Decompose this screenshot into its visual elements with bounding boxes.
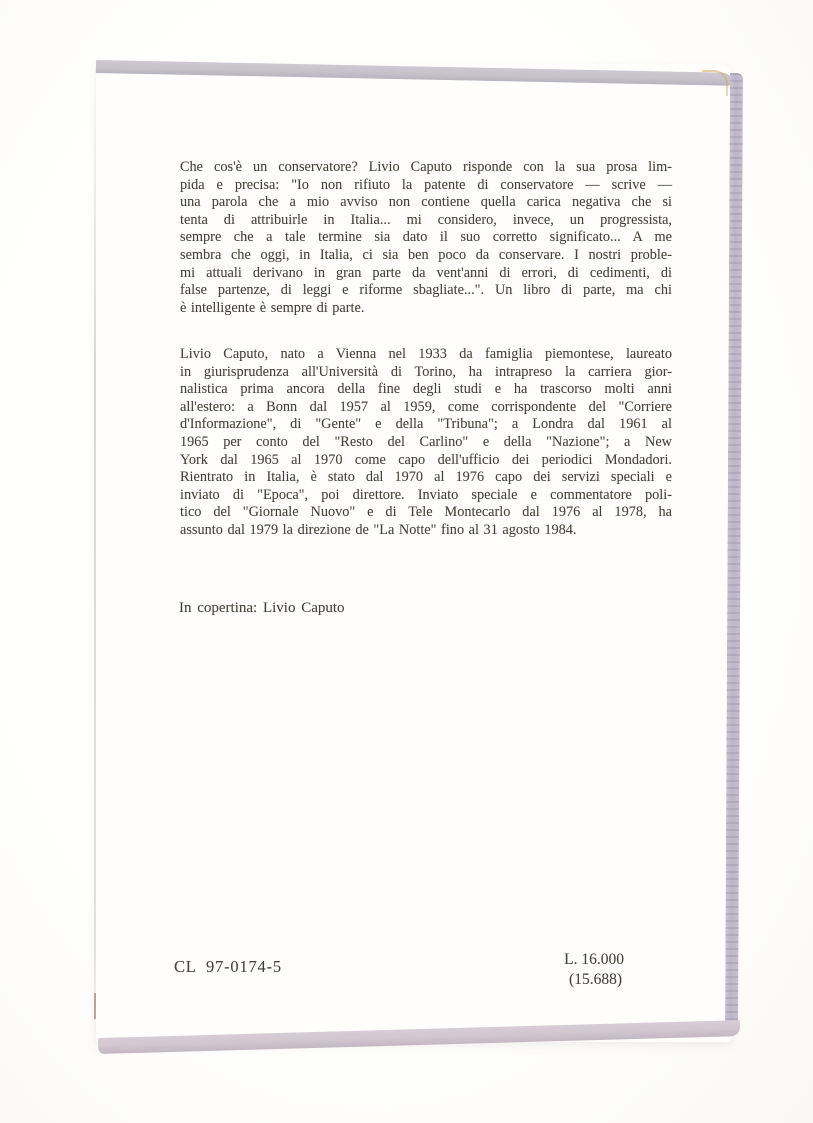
book-back-cover	[94, 58, 746, 1062]
cover-credit-line: In copertina: Livio Caputo	[179, 600, 345, 616]
text-line: Rientrato in Italia, è stato dal 1970 al 1976 capo dei servizi speciali e	[180, 469, 672, 486]
text-line: assunto dal 1979 la direzione de "La Notte" fino al 31 agosto 1984.	[180, 521, 577, 538]
text-line: mi attuali derivano in gran parte da vent'anni di errori, di cedimenti, di	[180, 264, 672, 281]
text-line: d'Informazione", di "Gente" e della "Tribuna"; a Londra dal 1961 al	[180, 416, 672, 433]
text-line: tenta di attribuirle in Italia... mi considero, invece, un progressista,	[180, 211, 672, 228]
cover-left-edge-mark	[94, 993, 96, 1019]
text-line: inviato di "Epoca", poi direttore. Inviato speciale e commentatore poli-	[180, 486, 672, 503]
catalog-code: CL 97-0174-5	[174, 957, 282, 976]
text-line: è intelligente è sempre di parte.	[180, 299, 365, 316]
text-line: nalistica prima ancora della fine degli studi e ha trascorso molti anni	[180, 381, 672, 398]
text-line: tico del "Giornale Nuovo" e di Tele Montecarlo dal 1976 al 1978, ha	[180, 504, 672, 521]
text-line: York dal 1965 al 1970 come capo dell'ufficio dei periodici Mondadori.	[180, 451, 672, 468]
text-line: 1965 per conto del "Resto del Carlino" e della "Nazione"; a New	[180, 433, 672, 450]
price-lire: L. 16.000	[564, 951, 624, 968]
text-line: una parola che a mio avviso non contiene quella carica negativa che si	[180, 194, 672, 211]
text-line: pida e precisa: "Io non rifiuto la patente di conservatore — scrive —	[180, 176, 672, 193]
text-line: sempre che a tale termine sia dato il suo corretto significato... A me	[180, 229, 672, 246]
text-line: false partenze, di leggi e riforme sbagliate...". Un libro di parte, ma chi	[180, 282, 672, 299]
blurb-paragraph	[180, 159, 672, 317]
text-line: all'estero: a Bonn dal 1957 al 1959, come corrispondente del "Corriere	[180, 398, 672, 415]
text-line: sembra che oggi, in Italia, ci sia ben poco da conservare. I nostri proble-	[180, 246, 672, 263]
text-line: in giurisprudenza all'Università di Torino, ha intrapreso la carriera gior-	[180, 363, 672, 380]
price-net: (15.688)	[569, 971, 622, 988]
cover-corner-highlight	[702, 70, 728, 96]
text-line: Che cos'è un conservatore? Livio Caputo risponde con la sua prosa lim-	[180, 159, 672, 175]
text-line: Livio Caputo, nato a Vienna nel 1933 da famiglia piemontese, laureato	[180, 346, 672, 362]
price-block	[474, 950, 624, 990]
author-bio-paragraph	[180, 346, 672, 540]
cover-left-fold-line	[94, 70, 96, 1042]
